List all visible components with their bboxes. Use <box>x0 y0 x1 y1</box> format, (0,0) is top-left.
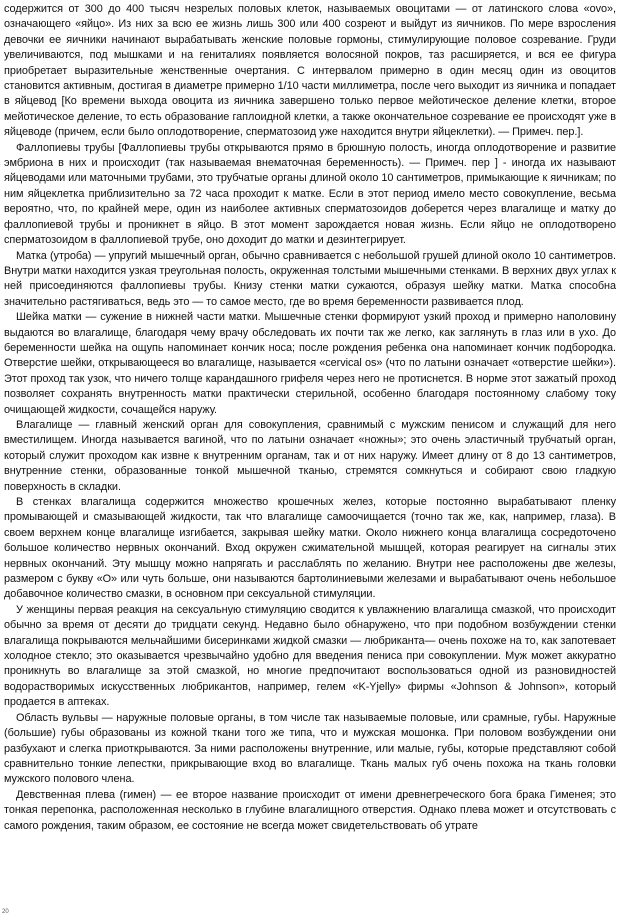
paragraph-hymen: Девственная плева (гимен) — ее второе название происходит от имени древнегреческого бога брака Гименея; это тонкая перепонка, расположенная несколько в глубине влагалищного отверстия. Однако плева может и отсутствовать с самого рождения, таким образом, ее состояние не всегда может свидетельствовать об утрате <box>4 788 616 832</box>
paragraph-uterus: Матка (утроба) — упругий мышечный орган, обычно сравнивается с небольшой грушей длиной около 10 сантиметров. Внутри матки находится узкая треугольная полость, окруженная толстыми мышечными стенками. В верхних двух углах к ней присоединяются фаллопиевы трубы. Книзу стенки матки сужаются, образуя шейку матки. Матка способна значительно растягиваться, ведь это — то самое место, где во время беременности развивается плод. <box>4 249 616 308</box>
paragraph-fallopian-tubes: Фаллопиевы трубы [Фаллопиевы трубы открываются прямо в брюшную полость, иногда оплодотворение и развитие эмбриона в них и происходит (так называемая внематочная беременность). — Примеч. пер ] - иногда их называют яйцеводами или маточными трубами, это трубчатые органы длиной около 10 сантиметров, примыкающие к яичникам; по ним яйцеклетка приблизительно за 72 часа проходит к матке. Если в этот период имело место совокупление, весьма вероятно, что, по крайней мере, один из наиболее активных сперматозоидов доберется через влагалище и матку до фаллопиевой трубы и проникнет в яйцо. В этот момент зарождается новая жизнь. Если яйцо не оплодотворено сперматозоидом в фаллопиевой трубе, оно доходит до матки и дезинтегрирует. <box>4 141 616 247</box>
page-number: 20 <box>2 909 9 915</box>
paragraph-ovocytes: содержится от 300 до 400 тысяч незрелых половых клеток, называемых овоцитами — от латинского слова «ovo», означающего «яйцо». Из них за всю ее жизнь лишь 300 или 400 созреют и выйдут из яичников. По мере взросления девочки ее яичники начинают вырабатывать женские половые гормоны, стимулирующие половое созревание. Груди увеличиваются, под мышками и на гениталиях появляется волосяной покров, таз расширяется, и вся ее фигура приобретает выразительные женственные очертания. С интервалом примерно в один месяц один из овоцитов становится активным, достигая в диаметре примерно 1/10 части миллиметра, после чего выходит из яичника и попадает в яйцевод [Ко времени выхода овоцита из яичника завершено только первое мейотическое деление клетки, второе мейотическое деление, то есть образование гаплоидной клетки, а также окончательное созревание ее происходят уже в яйцеводе (причем, если было оплодотворение, сперматозоид уже находится внутри яйцеклетки). — Примеч. пер.]. <box>4 3 616 139</box>
paragraph-vaginal-glands: В стенках влагалища содержится множество крошечных желез, которые постоянно вырабатывают пленку промывающей и смазывающей жидкости, так что влагалище самоочищается (точно так же, как, например, глаза). В своем верхнем конце влагалище изгибается, закрывая шейку матки. Около нижнего конца влагалища сосредоточено большое количество нервных окончаний. Вход окружен сжимательной мышцей, которая реагирует на сигналы этих нервных окончаний. Эту мышцу можно напрягать и расслаблять по желанию. Внутри нее расположены две железы, размером с букву «О» или чуть больше, они называются бартолиниевыми железами и вырабатывают очень небольшое добавочное количество смазки, в основном при сексуальной стимуляции. <box>4 496 616 601</box>
paragraph-vagina: Влагалище — главный женский орган для совокупления, сравнимый с мужским пенисом и служащий для него вместилищем. Иногда называется вагиной, что по латыни означает «ножны»; это очень эластичный трубчатый орган, который служит проходом как извне к внутренним органам, так и от них наружу. Имеет длину от 8 до 13 сантиметров, внутренние стенки, образованные тонкой мышечной тканью, стремятся сомкнуться и собирают свою гладкую поверхность в складки. <box>4 418 616 493</box>
paragraph-cervix: Шейка матки — сужение в нижней части матки. Мышечные стенки формируют узкий проход и примерно наполовину выдаются во влагалище, благодаря чему врачу обследовать их почти так же легко, как заглянуть в глаз или в ухо. До беременности шейка на ощупь напоминает кончик носа; после рождения ребенка она напоминает кончик подбородка. Отверстие шейки, открывающееся во влагалище, называется «cervical os» (что по латыни означает «отверстие шейки»). Этот проход так узок, что ничего толще карандашного грифеля через него не протиснется. В норме этот зажатый проход позволяет сохранять внутренность матки практически стерильной, особенно благодаря постоянному слабому току очищающей жидкости, сочащейся наружу. <box>4 311 616 416</box>
paragraph-lubrication: У женщины первая реакция на сексуальную стимуляцию сводится к увлажнению влагалища смазкой, что происходит обычно за время от десяти до тридцати секунд. Недавно было обнаружено, что при подобном возбуждении стенки влагалища покрываются мельчайшими бисеринками жидкой смазки — любриканта— очень похоже на то, как запотевает холодное стекло; это оказывается чрезвычайно удобно для введения пениса при совокуплении. Муж может аккуратно проникнуть во влагалище за этой смазкой, но многие предпочитают воспользоваться одной из разновидностей водорастворимых искусственных любрикантов, например, гелем «K-Yjelly» фирмы «Johnson & Johnson», который продается в аптеках. <box>4 603 616 709</box>
paragraph-vulva: Область вульвы — наружные половые органы, в том числе так называемые половые, или срамные, губы. Наружные (большие) губы образованы из кожной ткани того же типа, что и мужская мошонка. При половом возбуждении они разбухают и слегка приоткрываются. За ними расположены внутренние, или малые, губы, которые представляют собой сравнительно тонкие лепестки, прикрывающие вход во влагалище. Ткань малых губ очень похожа на ткань головки мужского полового члена. <box>4 711 616 786</box>
book-page-text <box>4 2 616 902</box>
